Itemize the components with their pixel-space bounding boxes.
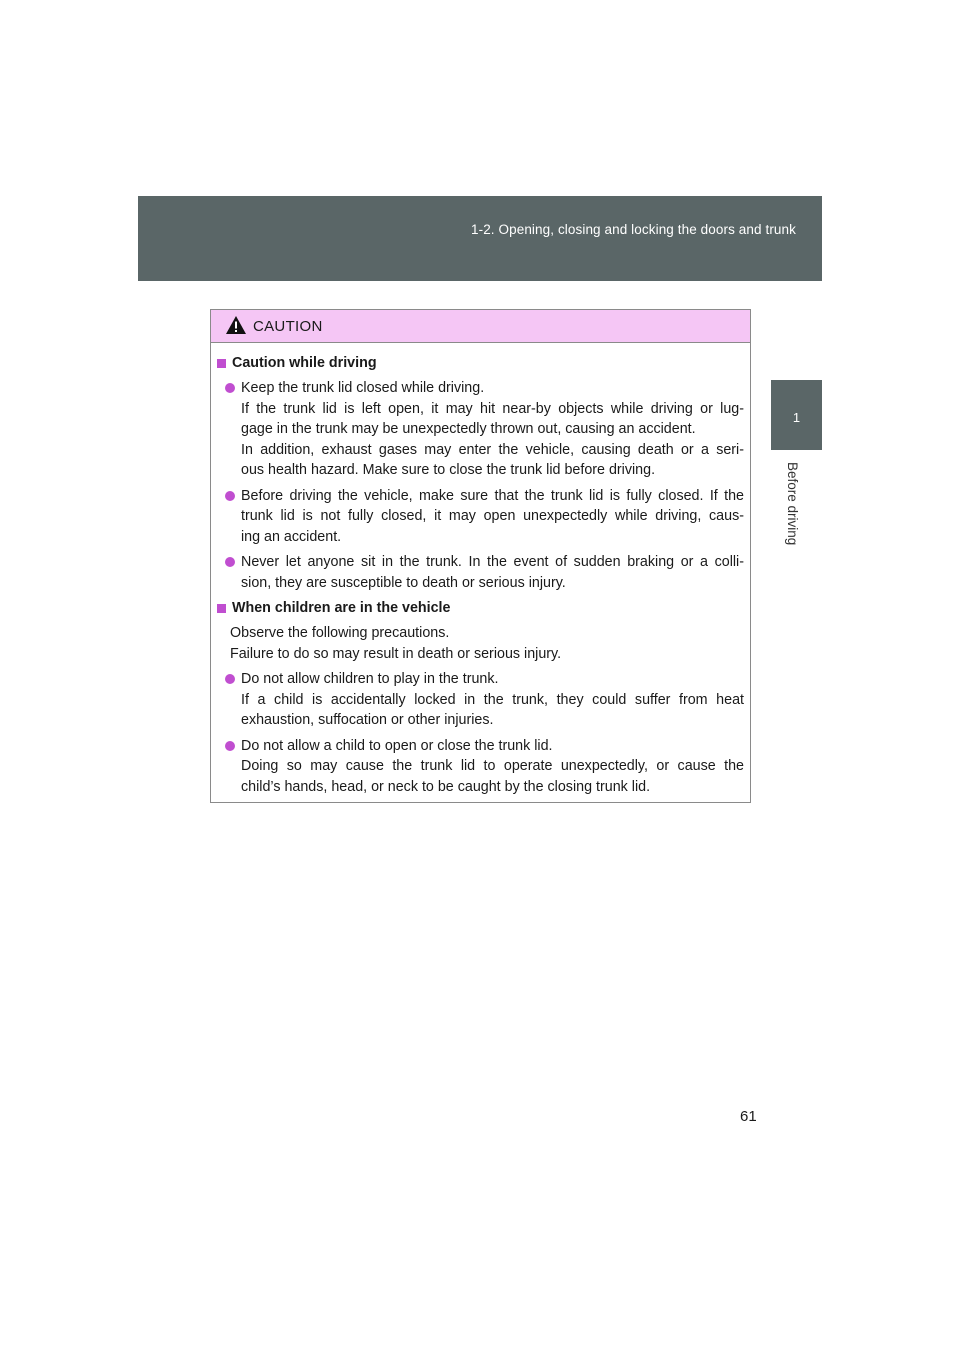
text-line: Observe the following precautions.: [230, 625, 450, 641]
list-item: [217, 378, 744, 481]
section-heading: [217, 353, 744, 374]
chapter-tab: [771, 380, 822, 450]
caution-header: [211, 310, 750, 343]
round-bullet-icon: [225, 491, 235, 501]
text-line: If the trunk lid is left open, it may hit near-by objects while driving or lug-: [241, 400, 744, 417]
text-line: sion, they are susceptible to death or serious injury.: [241, 574, 566, 591]
caution-box: [210, 309, 751, 803]
section-heading-text: Caution while driving: [232, 355, 377, 372]
text-line: Keep the trunk lid closed while driving.: [241, 380, 485, 396]
text-line: child’s hands, head, or neck to be caught by the closing trunk lid.: [241, 778, 651, 795]
text-line: gage in the trunk may be unexpectedly thrown out, causing an accident.: [241, 421, 696, 437]
chapter-header-band: [138, 196, 822, 281]
round-bullet-icon: [225, 741, 235, 751]
square-bullet-icon: [217, 359, 226, 368]
square-bullet-icon: [217, 604, 226, 613]
section-children: [217, 598, 744, 797]
section-heading-text: When children are in the vehicle: [232, 600, 451, 617]
list-item: [217, 552, 744, 593]
list-item: [217, 486, 744, 548]
chapter-side-label: Before driving: [785, 462, 800, 546]
section-driving: [217, 353, 744, 593]
round-bullet-icon: [225, 383, 235, 393]
page-number: 61: [740, 1108, 757, 1125]
section-heading: [217, 598, 744, 619]
caution-body: [211, 343, 750, 797]
text-line: If a child is accidentally locked in the trunk, they could suffer from heat: [241, 691, 744, 708]
warning-triangle-icon: [225, 315, 247, 335]
section-intro: [217, 623, 744, 664]
text-line: trunk lid is not fully closed, it may open unexpectedly while driving, caus-: [241, 508, 744, 524]
text-line: exhaustion, suffocation or other injuries.: [241, 712, 494, 728]
round-bullet-icon: [225, 557, 235, 567]
text-line: Doing so may cause the trunk lid to operate unexpectedly, or cause the: [241, 758, 744, 774]
text-line: Do not allow a child to open or close the trunk lid.: [241, 737, 553, 754]
text-line: ing an accident.: [241, 528, 342, 545]
round-bullet-icon: [225, 674, 235, 684]
list-item: [217, 669, 744, 731]
section-title: 1-2. Opening, closing and locking the doors and trunk: [470, 222, 796, 237]
chapter-number: 1: [792, 410, 801, 425]
list-item: [217, 736, 744, 798]
text-line: ous health hazard. Make sure to close the trunk lid before driving.: [241, 462, 656, 478]
text-line: In addition, exhaust gases may enter the vehicle, causing death or a seri-: [241, 441, 744, 458]
text-line: Before driving the vehicle, make sure that the trunk lid is fully closed. If the: [241, 487, 744, 504]
caution-label: CAUTION: [253, 318, 323, 335]
text-line: Failure to do so may result in death or serious injury.: [230, 645, 562, 662]
text-line: Never let anyone sit in the trunk. In the event of sudden braking or a colli-: [241, 554, 744, 570]
text-line: Do not allow children to play in the trunk.: [241, 671, 499, 687]
